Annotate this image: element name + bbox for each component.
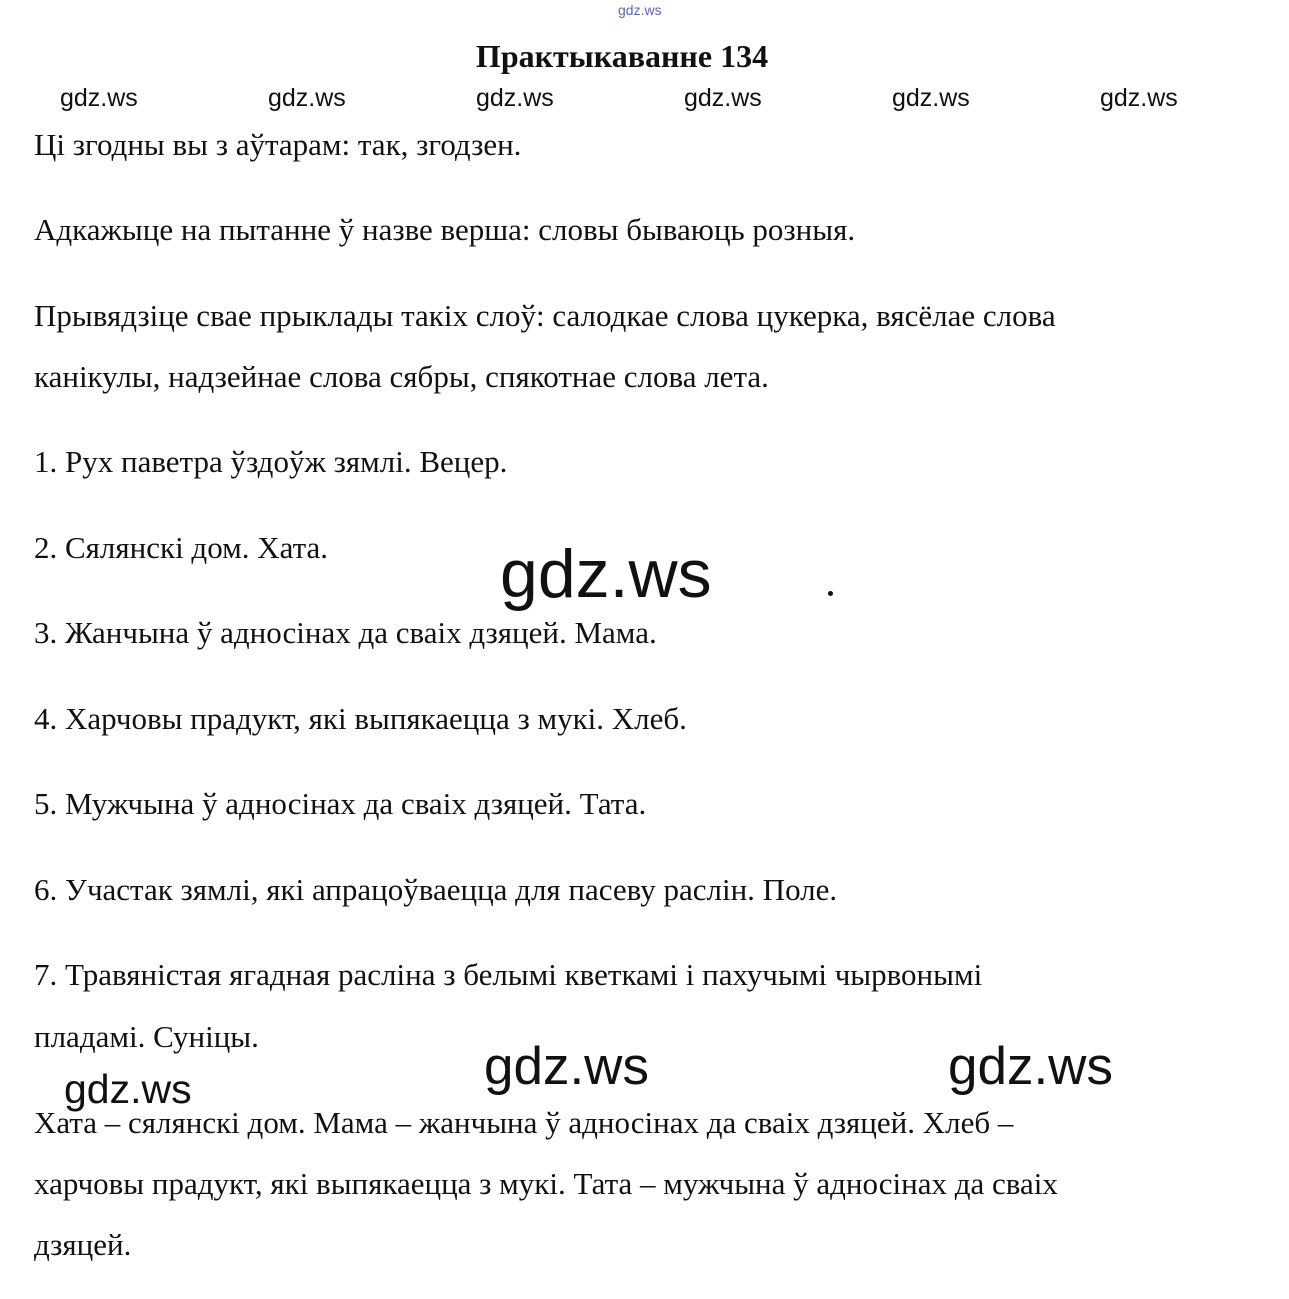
list-item: 3. Жанчына ў адносінах да сваіх дзяцей. Мама. — [34, 615, 657, 650]
source-watermark-top: gdz.ws — [618, 2, 662, 18]
watermark-bottom-middle: gdz.ws — [484, 1037, 649, 1096]
watermark-center: gdz.ws — [500, 536, 712, 612]
watermark-row-1: gdz.ws — [60, 84, 138, 112]
list-item: 5. Мужчына ў адносінах да сваіх дзяцей. Тата. — [34, 786, 647, 821]
watermark-row-2: gdz.ws — [268, 84, 346, 112]
paragraph-examples-line1: Прывядзіце свае прыклады такіх слоў: салодкае слова цукерка, вясёлае слова — [34, 298, 1056, 333]
list-item-7-line2: пладамі. Суніцы. — [34, 1019, 259, 1054]
list-item: 6. Участак зямлі, які апрацоўваецца для пасеву раслін. Поле. — [34, 872, 838, 907]
list-item: 1. Рух паветра ўздоўж зямлі. Вецер. — [34, 444, 508, 479]
paragraph-agree: Ці згодны вы з аўтарам: так, згодзен. — [34, 127, 522, 162]
paragraph-answer: Адкажыце на пытанне ў назве верша: словы бываюць розныя. — [34, 212, 856, 247]
list-item: 4. Харчовы прадукт, які выпякаецца з мукі. Хлеб. — [34, 701, 687, 736]
summary-line2: харчовы прадукт, які выпякаецца з мукі. Тата – мужчына ў адносінах да сваіх — [34, 1166, 1058, 1201]
watermark-row-6: gdz.ws — [1100, 84, 1178, 112]
list-item-7-line1: 7. Травяністая ягадная расліна з белымі кветкамі і пахучымі чырвонымі — [34, 957, 983, 992]
watermark-bottom-left: gdz.ws — [64, 1066, 192, 1112]
watermark-dot — [828, 591, 833, 596]
watermark-bottom-right: gdz.ws — [948, 1037, 1113, 1096]
paragraph-examples-line2: канікулы, надзейнае слова сябры, спякотнае слова лета. — [34, 359, 769, 394]
watermark-row-5: gdz.ws — [892, 84, 970, 112]
watermark-row-3: gdz.ws — [476, 84, 554, 112]
page-title: Практыкаванне 134 — [475, 38, 769, 74]
list-item: 2. Сялянскі дом. Хата. — [34, 530, 329, 565]
summary-line1: Хата – сялянскі дом. Мама – жанчына ў адносінах да сваіх дзяцей. Хлеб – — [34, 1105, 1014, 1140]
watermark-row-4: gdz.ws — [684, 84, 762, 112]
summary-line3: дзяцей. — [34, 1227, 132, 1262]
